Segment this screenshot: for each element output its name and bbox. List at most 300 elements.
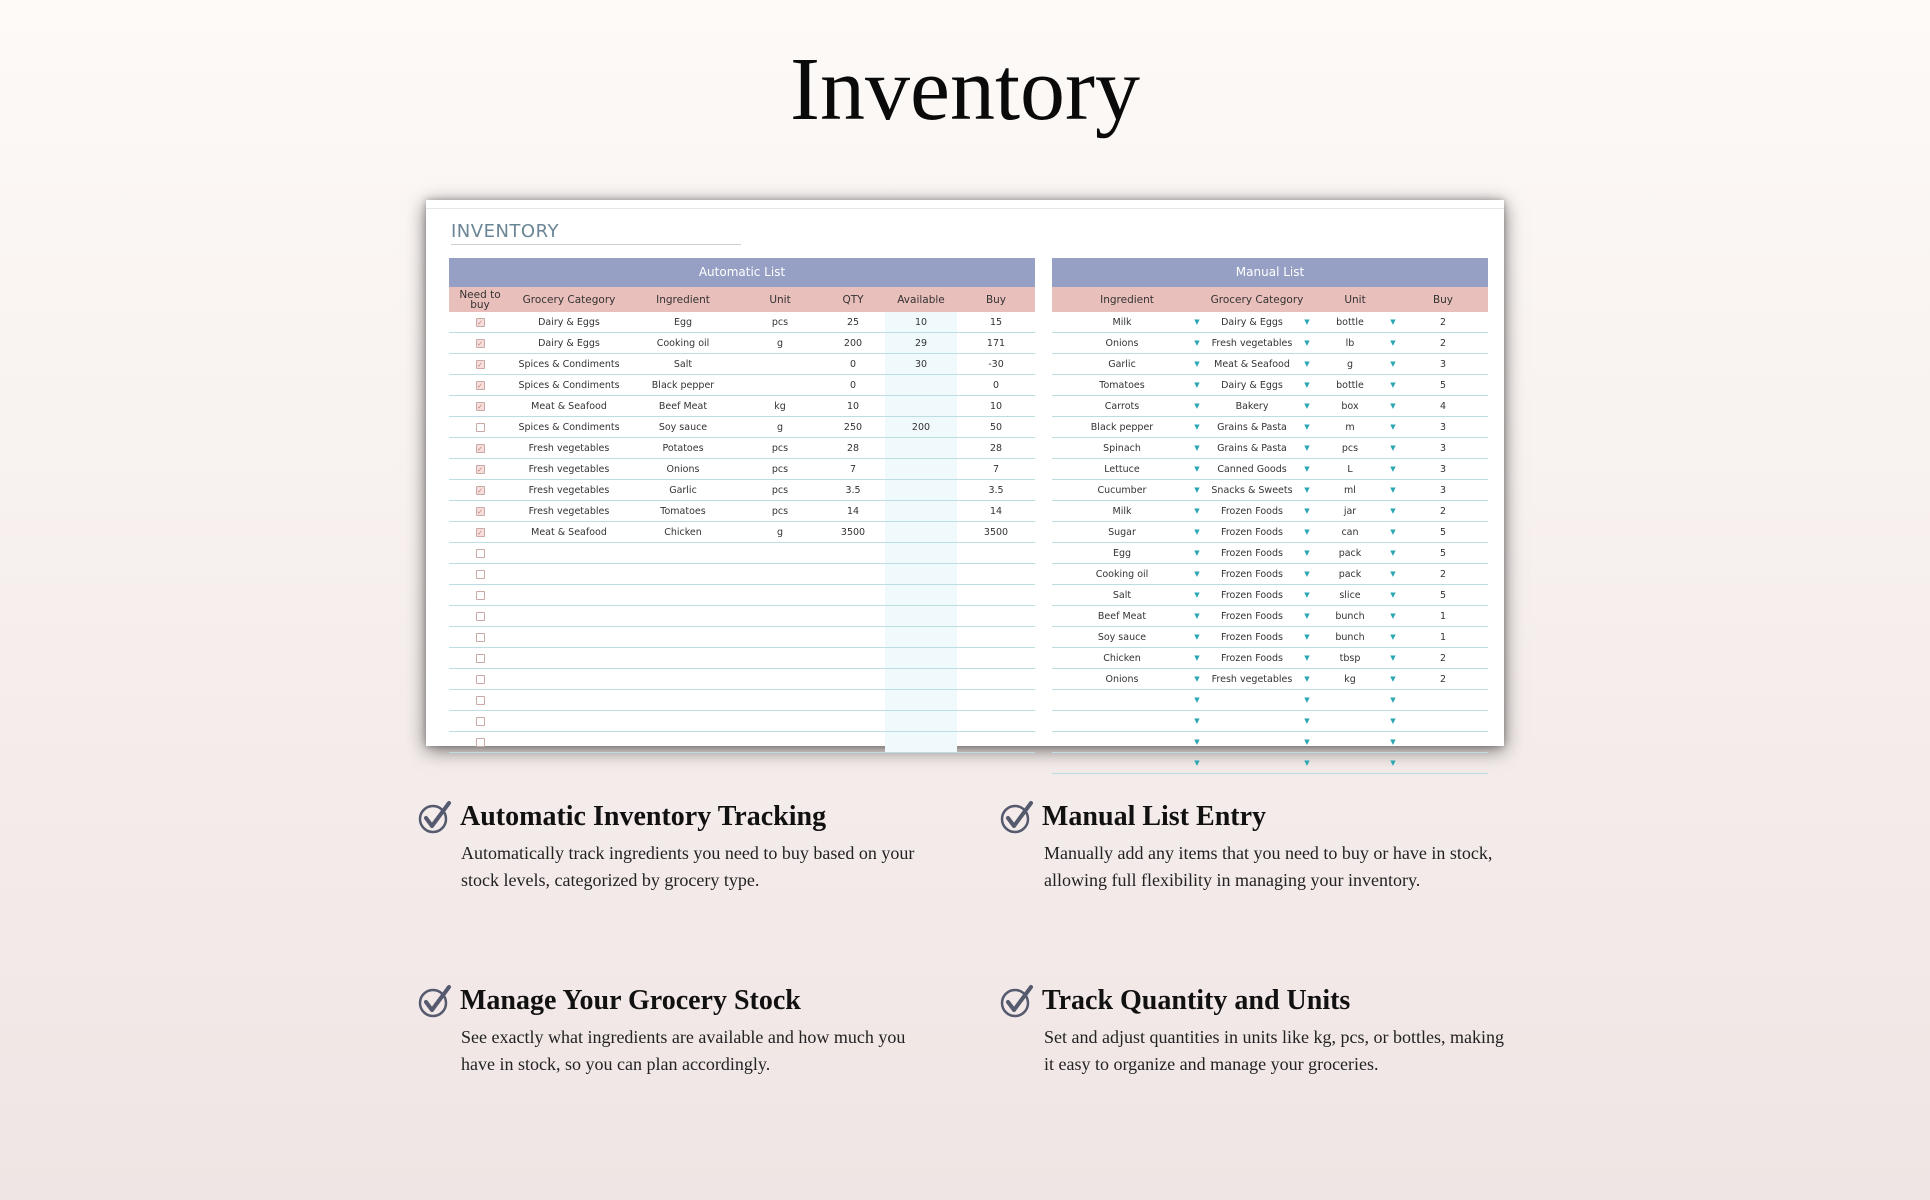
ingredient-cell[interactable] (627, 585, 739, 605)
category-dropdown[interactable] (1202, 501, 1312, 521)
available-cell[interactable] (885, 396, 957, 416)
buy-cell[interactable] (957, 564, 1035, 584)
buy-cell[interactable]: 3 (1439, 463, 1447, 475)
unit-cell[interactable] (739, 627, 821, 647)
unit-cell[interactable] (739, 543, 821, 563)
dropdown-arrow-icon[interactable]: ▼ (1194, 381, 1200, 389)
dropdown-arrow-icon[interactable]: ▼ (1304, 318, 1310, 326)
available-cell[interactable] (885, 648, 957, 668)
qty-cell[interactable] (821, 690, 885, 710)
dropdown-arrow-icon[interactable]: ▼ (1390, 402, 1396, 410)
category-cell[interactable]: Meat & Seafood (531, 526, 607, 538)
unit-dropdown[interactable] (1312, 648, 1398, 668)
qty-cell[interactable]: 28 (846, 442, 860, 454)
dropdown-arrow-icon[interactable]: ▼ (1194, 675, 1200, 683)
available-cell[interactable] (885, 480, 957, 500)
dropdown-arrow-icon[interactable]: ▼ (1304, 423, 1310, 431)
dropdown-arrow-icon[interactable]: ▼ (1390, 528, 1396, 536)
buy-cell[interactable]: 0 (992, 379, 1000, 391)
category-dropdown[interactable] (1202, 438, 1312, 458)
ingredient-dropdown[interactable] (1052, 711, 1202, 731)
unit-cell[interactable] (739, 648, 821, 668)
buy-cell[interactable] (1398, 711, 1488, 731)
unit-dropdown[interactable] (1312, 417, 1398, 437)
category-dropdown[interactable] (1202, 585, 1312, 605)
qty-cell[interactable]: 3500 (840, 526, 866, 538)
ingredient-dropdown[interactable] (1052, 459, 1202, 479)
dropdown-arrow-icon[interactable]: ▼ (1390, 486, 1396, 494)
available-cell[interactable]: 10 (885, 312, 957, 332)
buy-cell[interactable]: 3500 (983, 526, 1009, 538)
dropdown-arrow-icon[interactable]: ▼ (1194, 549, 1200, 557)
available-cell[interactable] (885, 606, 957, 626)
buy-cell[interactable] (957, 648, 1035, 668)
buy-cell[interactable]: 5 (1439, 547, 1447, 559)
qty-cell[interactable] (821, 585, 885, 605)
category-dropdown[interactable] (1202, 459, 1312, 479)
unit-dropdown[interactable] (1312, 585, 1398, 605)
unit-dropdown[interactable] (1312, 606, 1398, 626)
buy-cell[interactable]: 3 (1439, 442, 1447, 454)
qty-cell[interactable]: 7 (849, 463, 857, 475)
buy-cell[interactable] (957, 711, 1035, 731)
ingredient-cell[interactable] (627, 732, 739, 752)
unit-cell[interactable] (739, 690, 821, 710)
buy-cell[interactable]: 7 (992, 463, 1000, 475)
qty-cell[interactable]: 0 (849, 358, 857, 370)
qty-cell[interactable]: 3.5 (845, 484, 861, 496)
available-cell[interactable]: 29 (885, 333, 957, 353)
buy-cell[interactable]: 5 (1439, 379, 1447, 391)
category-cell[interactable]: Dairy & Eggs (538, 316, 600, 328)
available-cell[interactable] (885, 459, 957, 479)
category-cell[interactable] (511, 606, 627, 626)
checkbox[interactable] (476, 612, 485, 621)
ingredient-dropdown[interactable] (1052, 333, 1202, 353)
unit-cell[interactable] (739, 564, 821, 584)
buy-cell[interactable]: 14 (989, 505, 1003, 517)
dropdown-arrow-icon[interactable]: ▼ (1390, 360, 1396, 368)
ingredient-dropdown[interactable] (1052, 417, 1202, 437)
ingredient-dropdown[interactable] (1052, 564, 1202, 584)
buy-cell[interactable]: 2 (1439, 652, 1447, 664)
dropdown-arrow-icon[interactable]: ▼ (1194, 633, 1200, 641)
available-cell[interactable] (885, 585, 957, 605)
checkbox[interactable] (476, 549, 485, 558)
ingredient-cell[interactable]: Black pepper (651, 379, 715, 391)
unit-dropdown[interactable] (1312, 375, 1398, 395)
dropdown-arrow-icon[interactable]: ▼ (1194, 612, 1200, 620)
ingredient-cell[interactable] (627, 648, 739, 668)
category-dropdown[interactable] (1202, 690, 1312, 710)
dropdown-arrow-icon[interactable]: ▼ (1304, 465, 1310, 473)
dropdown-arrow-icon[interactable]: ▼ (1390, 717, 1396, 725)
category-cell[interactable] (511, 543, 627, 563)
category-cell[interactable]: Dairy & Eggs (538, 337, 600, 349)
category-cell[interactable] (511, 711, 627, 731)
qty-cell[interactable]: 14 (846, 505, 860, 517)
unit-dropdown[interactable] (1312, 333, 1398, 353)
dropdown-arrow-icon[interactable]: ▼ (1194, 759, 1200, 767)
checkbox[interactable]: ✓ (477, 318, 483, 327)
buy-cell[interactable]: 3 (1439, 421, 1447, 433)
unit-dropdown[interactable] (1312, 459, 1398, 479)
dropdown-arrow-icon[interactable]: ▼ (1304, 528, 1310, 536)
ingredient-cell[interactable]: Chicken (664, 526, 702, 538)
category-cell[interactable] (511, 690, 627, 710)
dropdown-arrow-icon[interactable]: ▼ (1304, 717, 1310, 725)
unit-dropdown[interactable] (1312, 501, 1398, 521)
dropdown-arrow-icon[interactable]: ▼ (1304, 738, 1310, 746)
unit-dropdown[interactable] (1312, 627, 1398, 647)
ingredient-cell[interactable]: Beef Meat (658, 400, 708, 412)
category-cell[interactable] (511, 564, 627, 584)
ingredient-dropdown[interactable] (1052, 480, 1202, 500)
dropdown-arrow-icon[interactable]: ▼ (1304, 654, 1310, 662)
checkbox[interactable] (476, 591, 485, 600)
category-cell[interactable]: Meat & Seafood (531, 400, 607, 412)
category-dropdown[interactable] (1202, 711, 1312, 731)
ingredient-dropdown[interactable] (1052, 438, 1202, 458)
unit-cell[interactable]: pcs (771, 505, 789, 517)
dropdown-arrow-icon[interactable]: ▼ (1390, 318, 1396, 326)
unit-cell[interactable] (739, 375, 821, 395)
dropdown-arrow-icon[interactable]: ▼ (1390, 612, 1396, 620)
ingredient-cell[interactable]: Egg (673, 316, 693, 328)
category-dropdown[interactable] (1202, 627, 1312, 647)
ingredient-dropdown[interactable] (1052, 375, 1202, 395)
buy-cell[interactable]: 2 (1439, 673, 1447, 685)
category-dropdown[interactable] (1202, 333, 1312, 353)
available-cell[interactable] (885, 564, 957, 584)
category-dropdown[interactable] (1202, 606, 1312, 626)
unit-dropdown[interactable] (1312, 690, 1398, 710)
unit-dropdown[interactable] (1312, 564, 1398, 584)
ingredient-cell[interactable]: Tomatoes (660, 505, 706, 517)
dropdown-arrow-icon[interactable]: ▼ (1304, 549, 1310, 557)
buy-cell[interactable]: 3.5 (988, 484, 1004, 496)
category-cell[interactable] (511, 669, 627, 689)
category-dropdown[interactable] (1202, 564, 1312, 584)
dropdown-arrow-icon[interactable]: ▼ (1194, 717, 1200, 725)
buy-cell[interactable] (957, 606, 1035, 626)
unit-dropdown[interactable] (1312, 543, 1398, 563)
dropdown-arrow-icon[interactable]: ▼ (1194, 402, 1200, 410)
ingredient-dropdown[interactable] (1052, 354, 1202, 374)
qty-cell[interactable] (821, 711, 885, 731)
ingredient-dropdown[interactable] (1052, 312, 1202, 332)
category-dropdown[interactable] (1202, 543, 1312, 563)
buy-cell[interactable]: 2 (1439, 337, 1447, 349)
checkbox[interactable]: ✓ (477, 444, 483, 453)
dropdown-arrow-icon[interactable]: ▼ (1304, 339, 1310, 347)
dropdown-arrow-icon[interactable]: ▼ (1194, 507, 1200, 515)
dropdown-arrow-icon[interactable]: ▼ (1304, 444, 1310, 452)
unit-cell[interactable] (739, 585, 821, 605)
unit-dropdown[interactable] (1312, 480, 1398, 500)
checkbox[interactable]: ✓ (477, 402, 483, 411)
buy-cell[interactable]: 2 (1439, 316, 1447, 328)
dropdown-arrow-icon[interactable]: ▼ (1390, 465, 1396, 473)
dropdown-arrow-icon[interactable]: ▼ (1390, 738, 1396, 746)
dropdown-arrow-icon[interactable]: ▼ (1304, 402, 1310, 410)
buy-cell[interactable] (957, 543, 1035, 563)
dropdown-arrow-icon[interactable]: ▼ (1194, 444, 1200, 452)
dropdown-arrow-icon[interactable]: ▼ (1304, 486, 1310, 494)
qty-cell[interactable]: 10 (846, 400, 860, 412)
ingredient-cell[interactable] (627, 627, 739, 647)
available-cell[interactable] (885, 669, 957, 689)
unit-cell[interactable]: g (776, 337, 784, 349)
ingredient-cell[interactable] (627, 606, 739, 626)
buy-cell[interactable]: 1 (1439, 610, 1447, 622)
dropdown-arrow-icon[interactable]: ▼ (1194, 738, 1200, 746)
category-cell[interactable]: Fresh vegetables (528, 442, 610, 454)
category-dropdown[interactable] (1202, 312, 1312, 332)
unit-cell[interactable]: pcs (771, 442, 789, 454)
unit-cell[interactable]: g (776, 526, 784, 538)
ingredient-dropdown[interactable] (1052, 669, 1202, 689)
checkbox[interactable]: ✓ (477, 507, 483, 516)
buy-cell[interactable]: -30 (988, 358, 1004, 370)
ingredient-dropdown[interactable] (1052, 732, 1202, 752)
ingredient-cell[interactable] (627, 564, 739, 584)
dropdown-arrow-icon[interactable]: ▼ (1304, 591, 1310, 599)
category-dropdown[interactable] (1202, 753, 1312, 773)
ingredient-cell[interactable]: Potatoes (662, 442, 704, 454)
dropdown-arrow-icon[interactable]: ▼ (1194, 654, 1200, 662)
ingredient-dropdown[interactable] (1052, 543, 1202, 563)
dropdown-arrow-icon[interactable]: ▼ (1194, 570, 1200, 578)
category-cell[interactable] (511, 585, 627, 605)
buy-cell[interactable] (957, 669, 1035, 689)
qty-cell[interactable] (821, 669, 885, 689)
unit-dropdown[interactable] (1312, 396, 1398, 416)
dropdown-arrow-icon[interactable]: ▼ (1390, 696, 1396, 704)
available-cell[interactable]: 200 (885, 417, 957, 437)
dropdown-arrow-icon[interactable]: ▼ (1304, 360, 1310, 368)
buy-cell[interactable]: 28 (989, 442, 1003, 454)
qty-cell[interactable]: 0 (849, 379, 857, 391)
category-dropdown[interactable] (1202, 648, 1312, 668)
unit-cell[interactable]: kg (774, 400, 786, 412)
ingredient-dropdown[interactable] (1052, 753, 1202, 773)
checkbox[interactable] (476, 675, 485, 684)
checkbox[interactable] (476, 738, 485, 747)
unit-cell[interactable]: g (776, 421, 784, 433)
available-cell[interactable] (885, 522, 957, 542)
category-dropdown[interactable] (1202, 732, 1312, 752)
checkbox[interactable] (476, 717, 485, 726)
category-cell[interactable]: Fresh vegetables (528, 505, 610, 517)
dropdown-arrow-icon[interactable]: ▼ (1304, 696, 1310, 704)
category-cell[interactable] (511, 627, 627, 647)
dropdown-arrow-icon[interactable]: ▼ (1194, 591, 1200, 599)
buy-cell[interactable]: 5 (1439, 589, 1447, 601)
unit-dropdown[interactable] (1312, 312, 1398, 332)
qty-cell[interactable] (821, 732, 885, 752)
available-cell[interactable] (885, 438, 957, 458)
dropdown-arrow-icon[interactable]: ▼ (1304, 633, 1310, 641)
qty-cell[interactable]: 25 (846, 316, 860, 328)
dropdown-arrow-icon[interactable]: ▼ (1390, 570, 1396, 578)
checkbox[interactable]: ✓ (477, 465, 483, 474)
checkbox[interactable]: ✓ (477, 486, 483, 495)
category-dropdown[interactable] (1202, 354, 1312, 374)
ingredient-cell[interactable]: Salt (673, 358, 693, 370)
available-cell[interactable] (885, 711, 957, 731)
buy-cell[interactable] (1398, 690, 1488, 710)
dropdown-arrow-icon[interactable]: ▼ (1194, 423, 1200, 431)
category-cell[interactable]: Fresh vegetables (528, 484, 610, 496)
buy-cell[interactable]: 2 (1439, 505, 1447, 517)
dropdown-arrow-icon[interactable]: ▼ (1304, 381, 1310, 389)
qty-cell[interactable]: 200 (843, 337, 863, 349)
dropdown-arrow-icon[interactable]: ▼ (1390, 633, 1396, 641)
category-dropdown[interactable] (1202, 396, 1312, 416)
unit-cell[interactable]: pcs (771, 316, 789, 328)
dropdown-arrow-icon[interactable]: ▼ (1390, 444, 1396, 452)
category-cell[interactable] (511, 648, 627, 668)
ingredient-cell[interactable] (627, 669, 739, 689)
unit-dropdown[interactable] (1312, 732, 1398, 752)
buy-cell[interactable]: 2 (1439, 568, 1447, 580)
qty-cell[interactable] (821, 648, 885, 668)
category-dropdown[interactable] (1202, 669, 1312, 689)
dropdown-arrow-icon[interactable]: ▼ (1304, 675, 1310, 683)
dropdown-arrow-icon[interactable]: ▼ (1390, 549, 1396, 557)
ingredient-dropdown[interactable] (1052, 585, 1202, 605)
unit-cell[interactable] (739, 732, 821, 752)
available-cell[interactable] (885, 543, 957, 563)
ingredient-dropdown[interactable] (1052, 522, 1202, 542)
dropdown-arrow-icon[interactable]: ▼ (1194, 528, 1200, 536)
unit-cell[interactable] (739, 354, 821, 374)
dropdown-arrow-icon[interactable]: ▼ (1194, 696, 1200, 704)
unit-cell[interactable] (739, 669, 821, 689)
available-cell[interactable] (885, 732, 957, 752)
checkbox[interactable]: ✓ (477, 360, 483, 369)
ingredient-dropdown[interactable] (1052, 648, 1202, 668)
checkbox[interactable]: ✓ (477, 339, 483, 348)
ingredient-cell[interactable]: Soy sauce (658, 421, 708, 433)
unit-dropdown[interactable] (1312, 438, 1398, 458)
checkbox[interactable] (476, 633, 485, 642)
category-cell[interactable] (511, 732, 627, 752)
ingredient-dropdown[interactable] (1052, 396, 1202, 416)
category-dropdown[interactable] (1202, 375, 1312, 395)
ingredient-cell[interactable] (627, 711, 739, 731)
dropdown-arrow-icon[interactable]: ▼ (1194, 339, 1200, 347)
buy-cell[interactable] (957, 690, 1035, 710)
buy-cell[interactable]: 15 (989, 316, 1003, 328)
available-cell[interactable] (885, 690, 957, 710)
checkbox[interactable] (476, 570, 485, 579)
ingredient-dropdown[interactable] (1052, 501, 1202, 521)
buy-cell[interactable] (957, 732, 1035, 752)
category-cell[interactable]: Spices & Condiments (518, 379, 620, 391)
category-cell[interactable]: Spices & Condiments (518, 421, 620, 433)
ingredient-cell[interactable] (627, 543, 739, 563)
category-dropdown[interactable] (1202, 417, 1312, 437)
dropdown-arrow-icon[interactable]: ▼ (1304, 507, 1310, 515)
available-cell[interactable] (885, 375, 957, 395)
dropdown-arrow-icon[interactable]: ▼ (1390, 339, 1396, 347)
qty-cell[interactable] (821, 543, 885, 563)
available-cell[interactable] (885, 627, 957, 647)
qty-cell[interactable] (821, 606, 885, 626)
ingredient-cell[interactable]: Cooking oil (656, 337, 710, 349)
buy-cell[interactable] (1398, 753, 1488, 773)
unit-dropdown[interactable] (1312, 354, 1398, 374)
buy-cell[interactable]: 10 (989, 400, 1003, 412)
ingredient-dropdown[interactable] (1052, 690, 1202, 710)
unit-cell[interactable]: pcs (771, 463, 789, 475)
dropdown-arrow-icon[interactable]: ▼ (1194, 486, 1200, 494)
buy-cell[interactable]: 4 (1439, 400, 1447, 412)
category-cell[interactable]: Fresh vegetables (528, 463, 610, 475)
buy-cell[interactable]: 1 (1439, 631, 1447, 643)
dropdown-arrow-icon[interactable]: ▼ (1390, 507, 1396, 515)
buy-cell[interactable] (957, 585, 1035, 605)
checkbox[interactable] (476, 654, 485, 663)
unit-cell[interactable] (739, 606, 821, 626)
category-cell[interactable]: Spices & Condiments (518, 358, 620, 370)
dropdown-arrow-icon[interactable]: ▼ (1390, 591, 1396, 599)
dropdown-arrow-icon[interactable]: ▼ (1304, 570, 1310, 578)
ingredient-cell[interactable]: Garlic (669, 484, 697, 496)
ingredient-cell[interactable] (627, 690, 739, 710)
buy-cell[interactable] (957, 627, 1035, 647)
checkbox[interactable] (476, 696, 485, 705)
unit-cell[interactable]: pcs (771, 484, 789, 496)
dropdown-arrow-icon[interactable]: ▼ (1390, 759, 1396, 767)
checkbox[interactable]: ✓ (477, 528, 483, 537)
qty-cell[interactable] (821, 627, 885, 647)
dropdown-arrow-icon[interactable]: ▼ (1304, 759, 1310, 767)
unit-cell[interactable] (739, 711, 821, 731)
ingredient-cell[interactable]: Onions (666, 463, 700, 475)
unit-dropdown[interactable] (1312, 669, 1398, 689)
category-dropdown[interactable] (1202, 480, 1312, 500)
dropdown-arrow-icon[interactable]: ▼ (1194, 318, 1200, 326)
checkbox[interactable]: ✓ (477, 381, 483, 390)
dropdown-arrow-icon[interactable]: ▼ (1304, 612, 1310, 620)
checkbox[interactable] (476, 423, 485, 432)
qty-cell[interactable] (821, 564, 885, 584)
ingredient-dropdown[interactable] (1052, 627, 1202, 647)
buy-cell[interactable] (1398, 732, 1488, 752)
buy-cell[interactable]: 3 (1439, 484, 1447, 496)
category-dropdown[interactable] (1202, 522, 1312, 542)
qty-cell[interactable]: 250 (843, 421, 863, 433)
ingredient-dropdown[interactable] (1052, 606, 1202, 626)
buy-cell[interactable]: 171 (986, 337, 1006, 349)
available-cell[interactable] (885, 501, 957, 521)
dropdown-arrow-icon[interactable]: ▼ (1194, 360, 1200, 368)
buy-cell[interactable]: 3 (1439, 358, 1447, 370)
unit-dropdown[interactable] (1312, 522, 1398, 542)
dropdown-arrow-icon[interactable]: ▼ (1390, 381, 1396, 389)
dropdown-arrow-icon[interactable]: ▼ (1390, 423, 1396, 431)
unit-dropdown[interactable] (1312, 711, 1398, 731)
buy-cell[interactable]: 50 (989, 421, 1003, 433)
dropdown-arrow-icon[interactable]: ▼ (1390, 654, 1396, 662)
dropdown-arrow-icon[interactable]: ▼ (1194, 465, 1200, 473)
dropdown-arrow-icon[interactable]: ▼ (1390, 675, 1396, 683)
available-cell[interactable]: 30 (885, 354, 957, 374)
buy-cell[interactable]: 5 (1439, 526, 1447, 538)
